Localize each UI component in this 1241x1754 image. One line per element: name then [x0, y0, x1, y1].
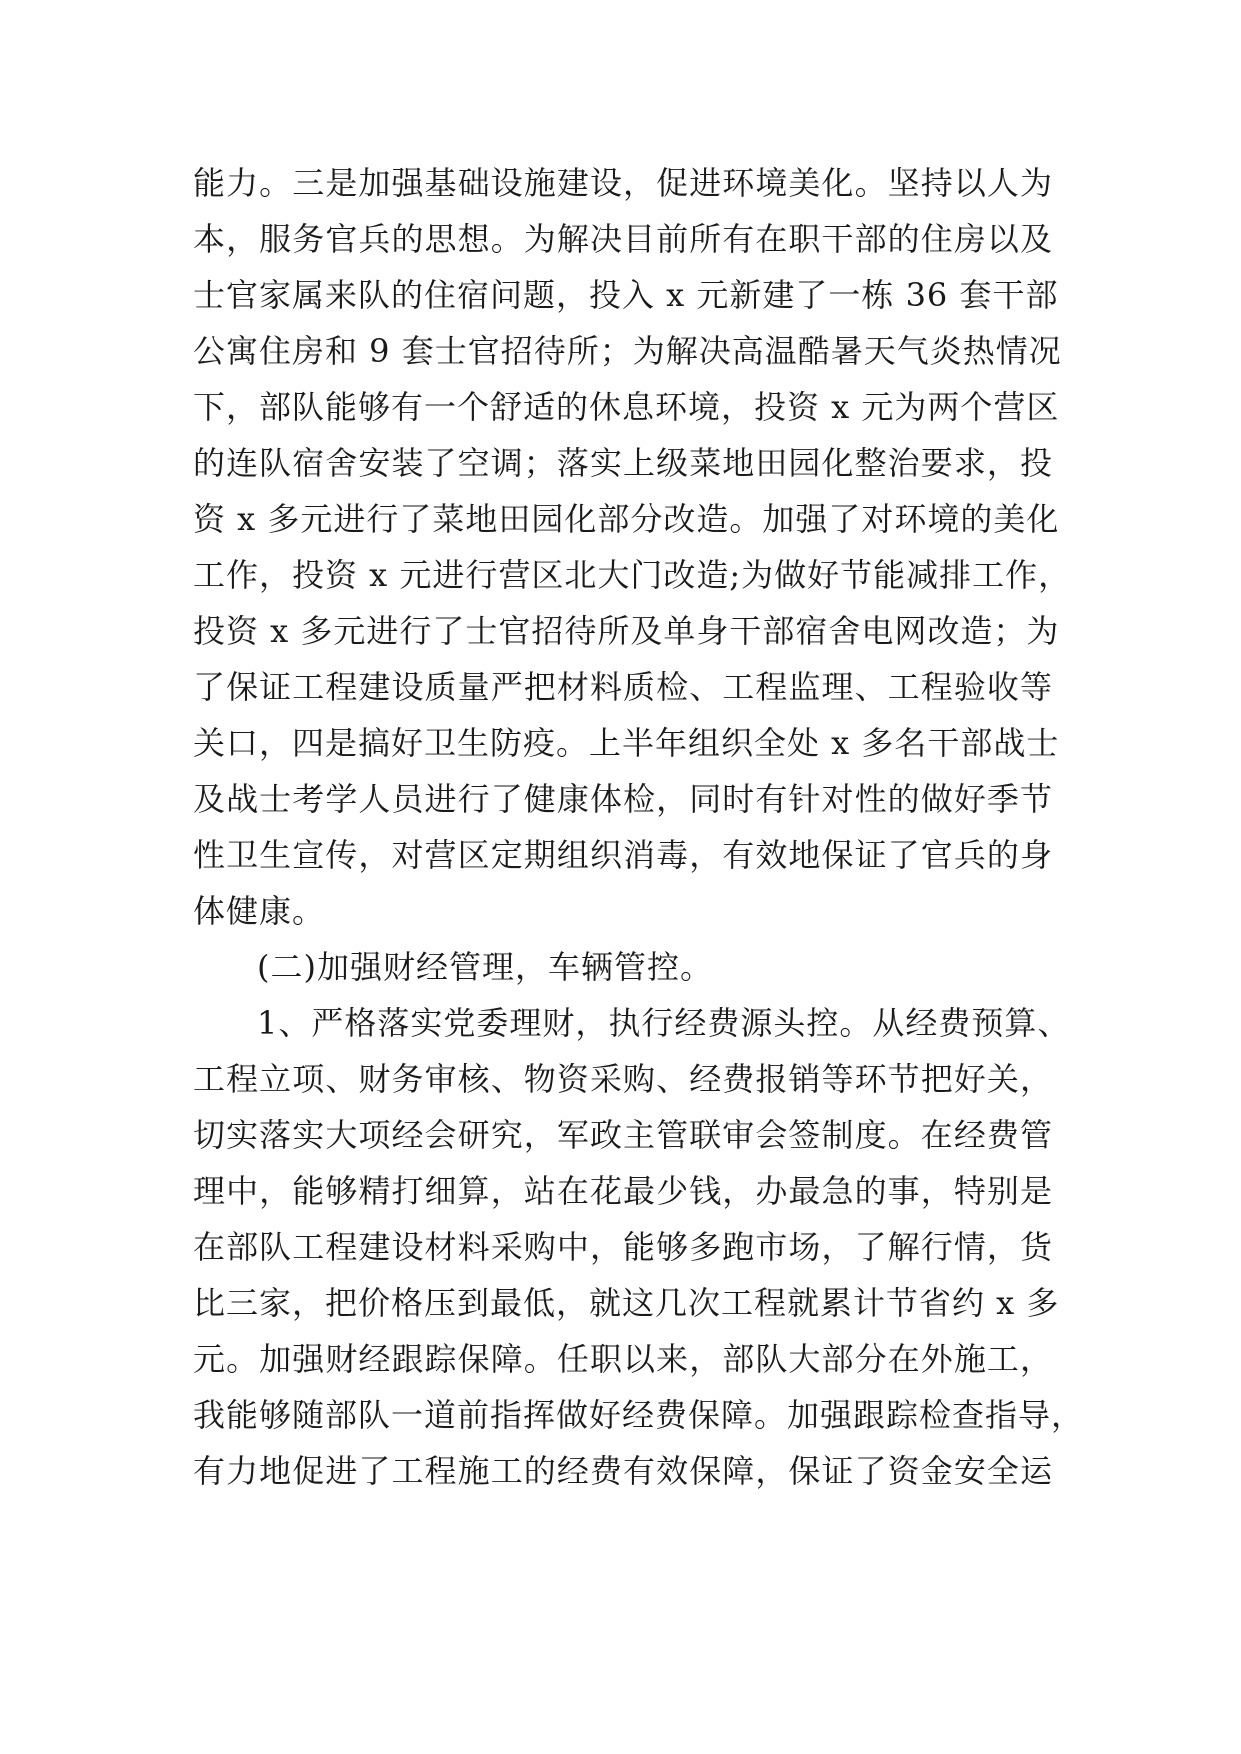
- text-line: 工作，投资 x 元进行营区北大门改造;为做好节能减排工作，: [193, 556, 1072, 594]
- text-line: 的连队宿舍安装了空调；落实上级菜地田园化整治要求，投: [193, 444, 1053, 482]
- text-line: 理中，能够精打细算，站在花最少钱，办最急的事，特别是: [193, 1172, 1053, 1210]
- text-line: 元。加强财经跟踪保障。任职以来，部队大部分在外施工，: [193, 1340, 1053, 1378]
- text-line: 士官家属来队的住宿问题，投入 x 元新建了一栋 36 套干部: [193, 276, 1059, 314]
- text-line: 我能够随部队一道前指挥做好经费保障。加强跟踪检查指导，: [193, 1396, 1085, 1434]
- text-line: 在部队工程建设材料采购中，能够多跑市场，了解行情，货: [193, 1228, 1053, 1266]
- text-line: 资 x 多元进行了菜地田园化部分改造。加强了对环境的美化: [193, 500, 1060, 538]
- text-line: 体健康。: [193, 892, 326, 930]
- text-line: 性卫生宣传，对营区定期组织消毒，有效地保证了官兵的身: [193, 836, 1053, 874]
- text-line: 公寓住房和 9 套士官招待所；为解决高温酷暑天气炎热情况: [193, 332, 1062, 370]
- text-line: 比三家，把价格压到最低，就这几次工程就累计节省约 x 多: [193, 1284, 1060, 1322]
- text-line: 关口，四是搞好卫生防疫。上半年组织全处 x 多名干部战士: [193, 724, 1060, 762]
- text-line: 工程立项、财务审核、物资采购、经费报销等环节把好关，: [193, 1060, 1053, 1098]
- text-line: 1、严格落实党委理财，执行经费源头控。从经费预算、: [257, 1004, 1071, 1042]
- text-line: 投资 x 多元进行了士官招待所及单身干部宿舍电网改造；为: [193, 612, 1060, 650]
- document-body: [193, 155, 1085, 1499]
- text-line: 切实落实大项经会研究，军政主管联审会签制度。在经费管: [193, 1116, 1053, 1154]
- text-line: 能力。三是加强基础设施建设，促进环境美化。坚持以人为: [193, 164, 1053, 202]
- text-line: 及战士考学人员进行了健康体检，同时有针对性的做好季节: [193, 780, 1053, 818]
- text-line: 下，部队能够有一个舒适的休息环境，投资 x 元为两个营区: [193, 388, 1060, 426]
- text-line: 有力地促进了工程施工的经费有效保障，保证了资金安全运: [193, 1452, 1053, 1490]
- section-heading: (二)加强财经管理，车辆管控。: [257, 948, 713, 986]
- text-line: 本，服务官兵的思想。为解决目前所有在职干部的住房以及: [193, 220, 1053, 258]
- text-line: 了保证工程建设质量严把材料质检、工程监理、工程验收等: [193, 668, 1053, 706]
